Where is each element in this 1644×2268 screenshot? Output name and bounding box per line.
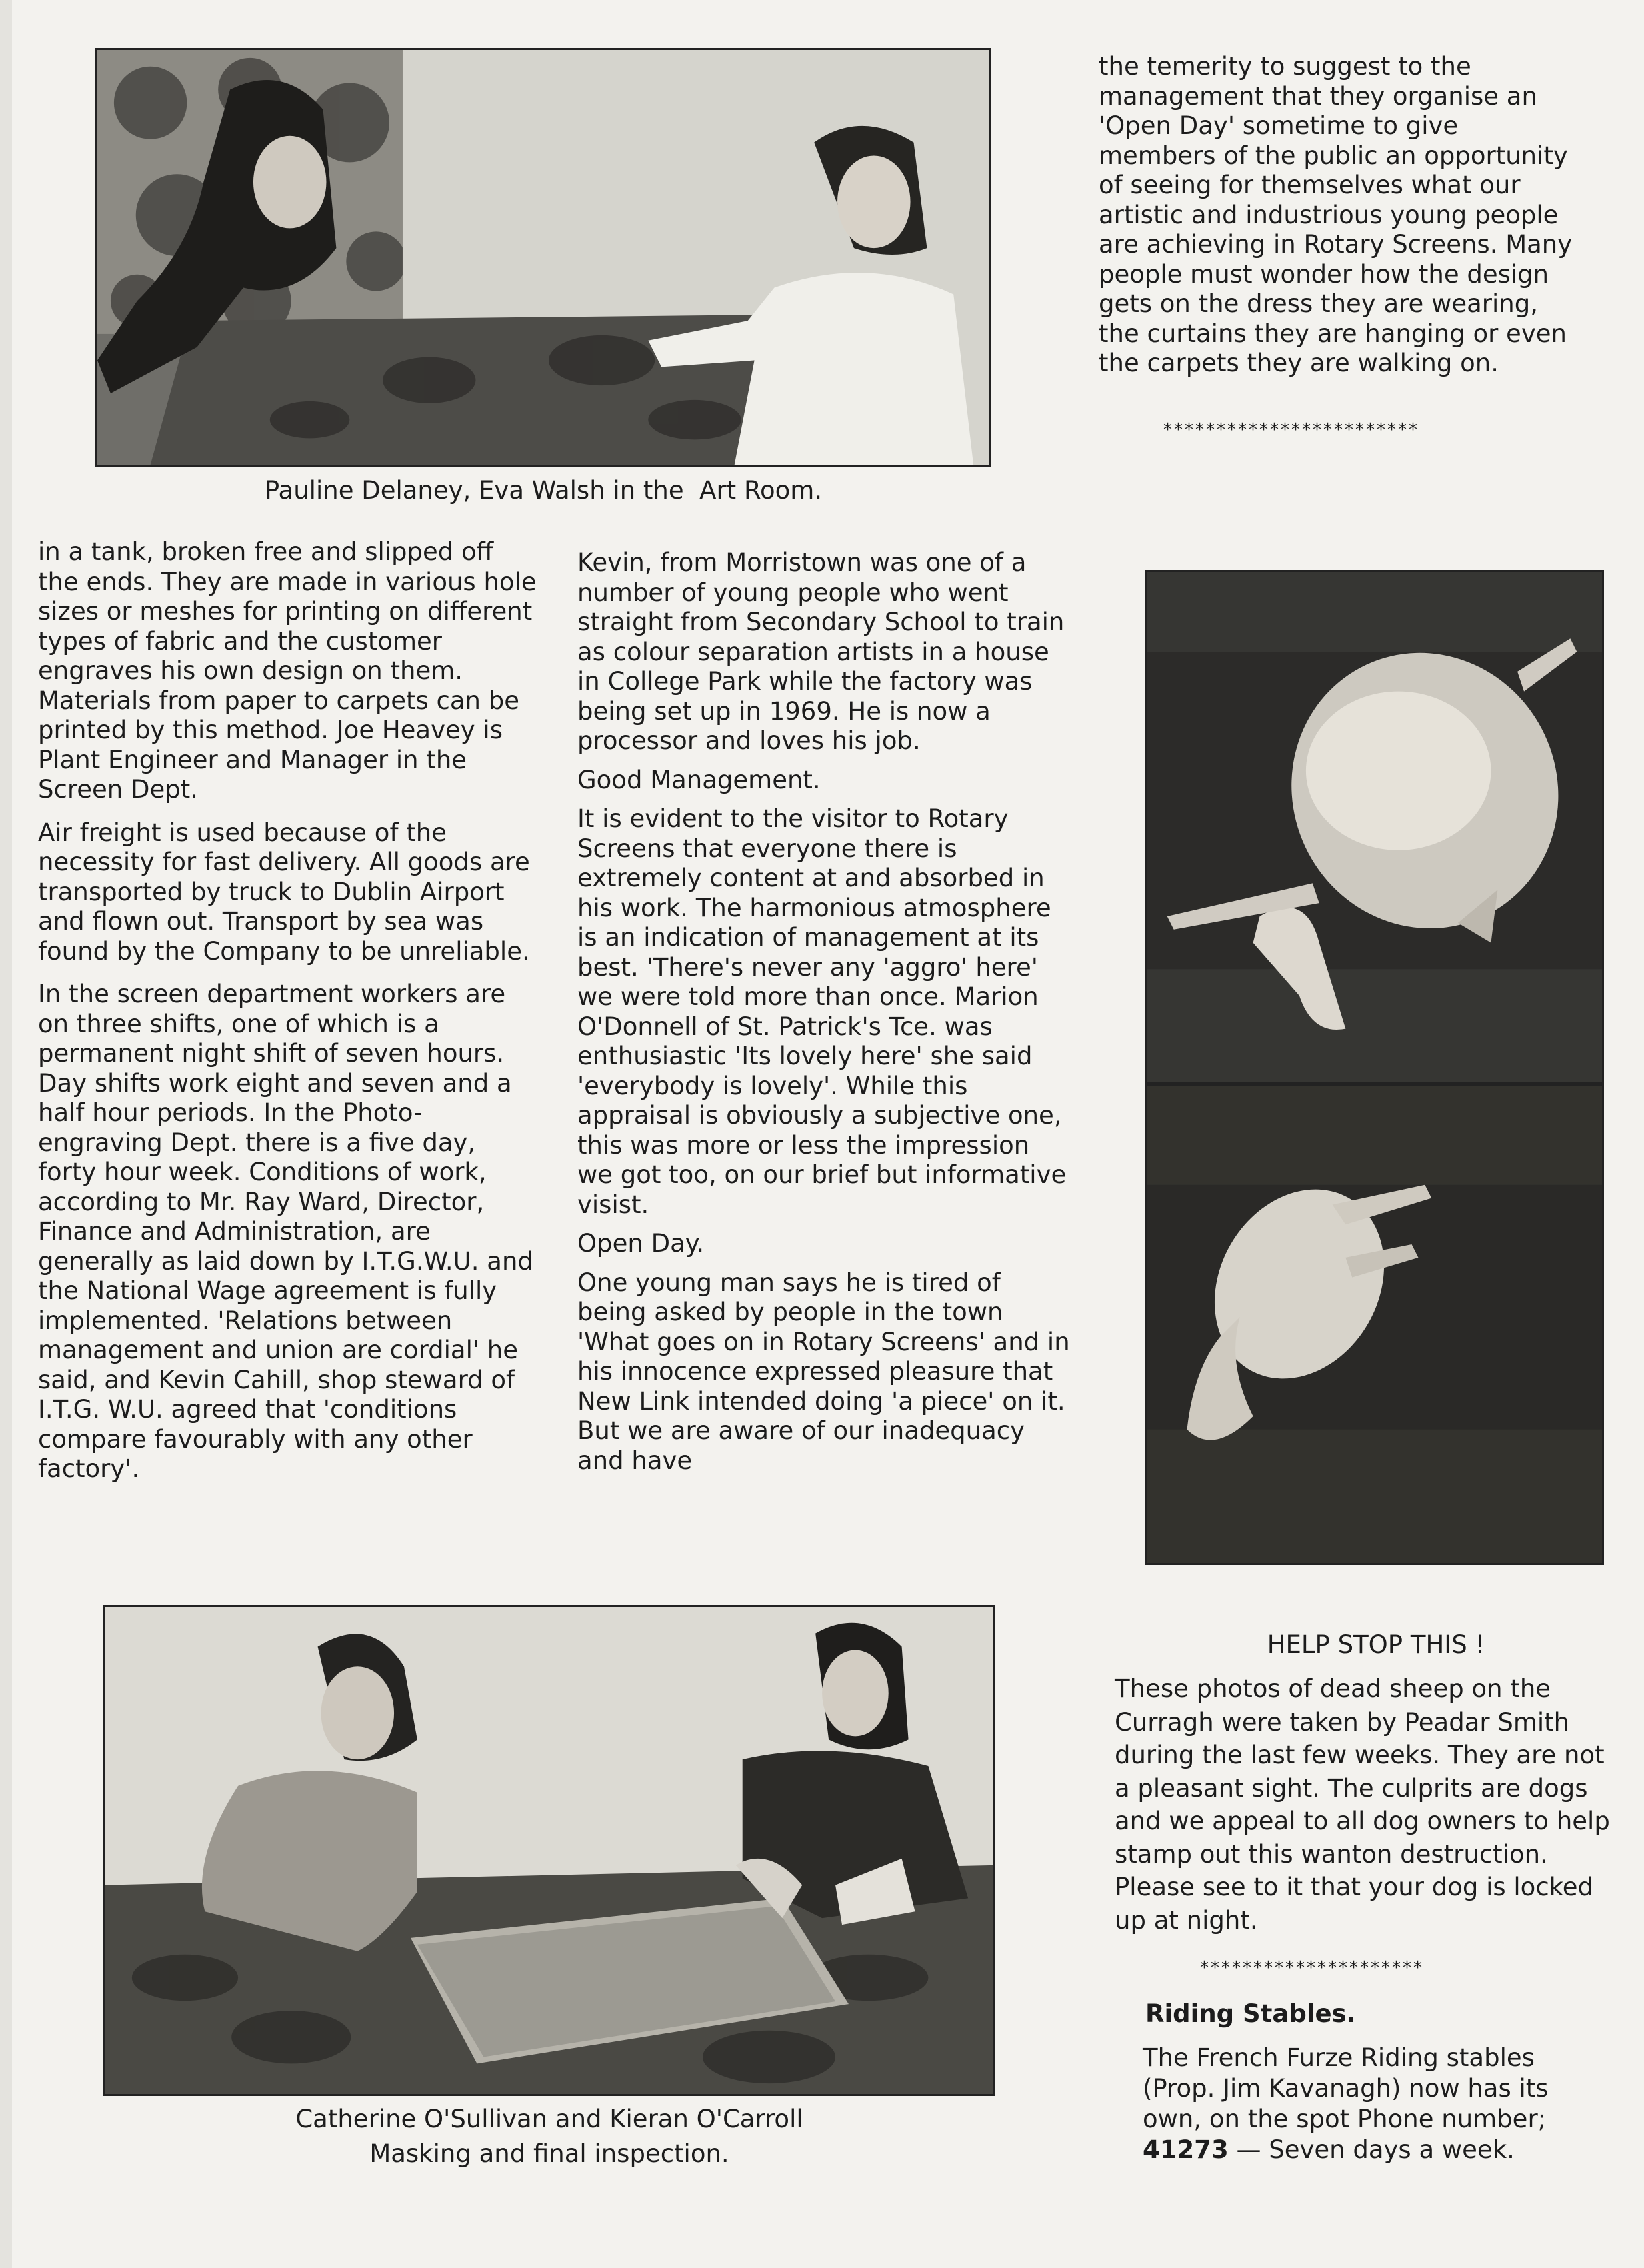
help-divider-stars: ********************* bbox=[1200, 1958, 1424, 1978]
middle-paragraph-1: Kevin, from Morristown was one of a number of young people who went straight from Secondary School to train as colour separation artists in a house in College Park while the factory was being set up in 1969. He is now a processor and loves his job. bbox=[577, 548, 1065, 755]
middle-paragraph-2: It is evident to the visitor to Rotary Screens that everyone there is extremely content at and absorbed in his work. The harmonious atmosphere is an indication of management at its best. 'There's never any 'aggro' here' we were told more than once. Marion O'Donnell of St. Patrick's Tce. was enthusiastic 'Its lovely here' she said 'everybody is lovely'. While this appraisal is obviously a subjective one, this was more or less the impression we got too, on our brief but informative visist. bbox=[577, 804, 1067, 1219]
riding-stables-text bbox=[1143, 2043, 1609, 2165]
masking-photo bbox=[103, 1605, 995, 2096]
divider-stars: ************************ bbox=[1163, 420, 1419, 440]
open-day-heading: Open Day. bbox=[577, 1229, 705, 1258]
art-room-photo bbox=[95, 48, 991, 467]
scan-edge bbox=[0, 0, 12, 2268]
right-top-column bbox=[1099, 52, 1579, 392]
help-stop-title: HELP STOP THIS ! bbox=[1267, 1630, 1485, 1659]
masking-caption-line-1: Catherine O'Sullivan and Kieran O'Carroll bbox=[295, 2105, 803, 2133]
riding-suffix: — Seven days a week. bbox=[1228, 2135, 1515, 2164]
riding-stables-title: Riding Stables. bbox=[1145, 1999, 1356, 2028]
masking-caption-line-2: Masking and final inspection. bbox=[369, 2139, 729, 2168]
left-paragraph-2: Air freight is used because of the necessity for fast delivery. All goods are transported by truck to Dublin Airport and flown out. Transport by sea was found by the Company to be unreliable. bbox=[38, 818, 530, 966]
masking-caption bbox=[103, 2102, 995, 2171]
good-management-heading: Good Management. bbox=[577, 765, 821, 794]
riding-text: The French Furze Riding stables (Prop. Jim Kavanagh) now has its own, on the spot Phone number; bbox=[1143, 2043, 1549, 2133]
art-room-caption: Pauline Delaney, Eva Walsh in the Art Room. bbox=[264, 476, 823, 505]
sheep-photo-top bbox=[1145, 570, 1604, 1084]
right-top-paragraph: the temerity to suggest to the management that they organise an 'Open Day' sometime to give members of the public an opportunity of seeing for themselves what our artistic and industrious young people are achieving in Rotary Screens. Many people must wonder how the design gets on the dress they are wearing, the curtains they are hanging or even the carpets they are walking on. bbox=[1099, 52, 1573, 377]
help-stop-text: These photos of dead sheep on the Curragh were taken by Peadar Smith during the last few weeks. They are not a pleasant sight. The culprits are dogs and we appeal to all dog owners to help stamp out this wanton destruction. Please see to it that your dog is locked up at night. bbox=[1115, 1674, 1610, 1935]
left-column bbox=[38, 537, 541, 1498]
help-stop-column bbox=[1115, 1672, 1621, 1950]
left-paragraph-3: In the screen department workers are on three shifts, one of which is a permanent night shift of seven hours. Day shifts work eight and seven and a half hour periods. In the Photo-engraving Dept. there is a five day, forty hour week. Conditions of work, according to Mr. Ray Ward, Director, Finance and Administration, are generally as laid down by I.T.G.W.U. and the National Wage agreement is fully implemented. 'Relations between management and union are cordial' he said, and Kevin Cahill, shop steward of I.T.G. W.U. agreed that 'conditions compare favourably with any other factory'. bbox=[38, 980, 533, 1483]
riding-stables-column bbox=[1143, 2043, 1609, 2165]
riding-phone: 41273 bbox=[1143, 2135, 1229, 2164]
middle-column bbox=[577, 548, 1071, 1485]
sheep-photo-bottom bbox=[1145, 1084, 1604, 1565]
middle-paragraph-3: One young man says he is tired of being asked by people in the town 'What goes on in Rotary Screens' and in his innocence expressed pleasure that New Link intended doing 'a piece' on it. But we are aware of our inadequacy and have bbox=[577, 1268, 1070, 1475]
left-paragraph-1: in a tank, broken free and slipped off the ends. They are made in various hole sizes or meshes for printing on different types of fabric and the customer engraves his own design on them. Materials from paper to carpets can be printed by this method. Joe Heavey is Plant Engineer and Manager in the Screen Dept. bbox=[38, 537, 537, 804]
